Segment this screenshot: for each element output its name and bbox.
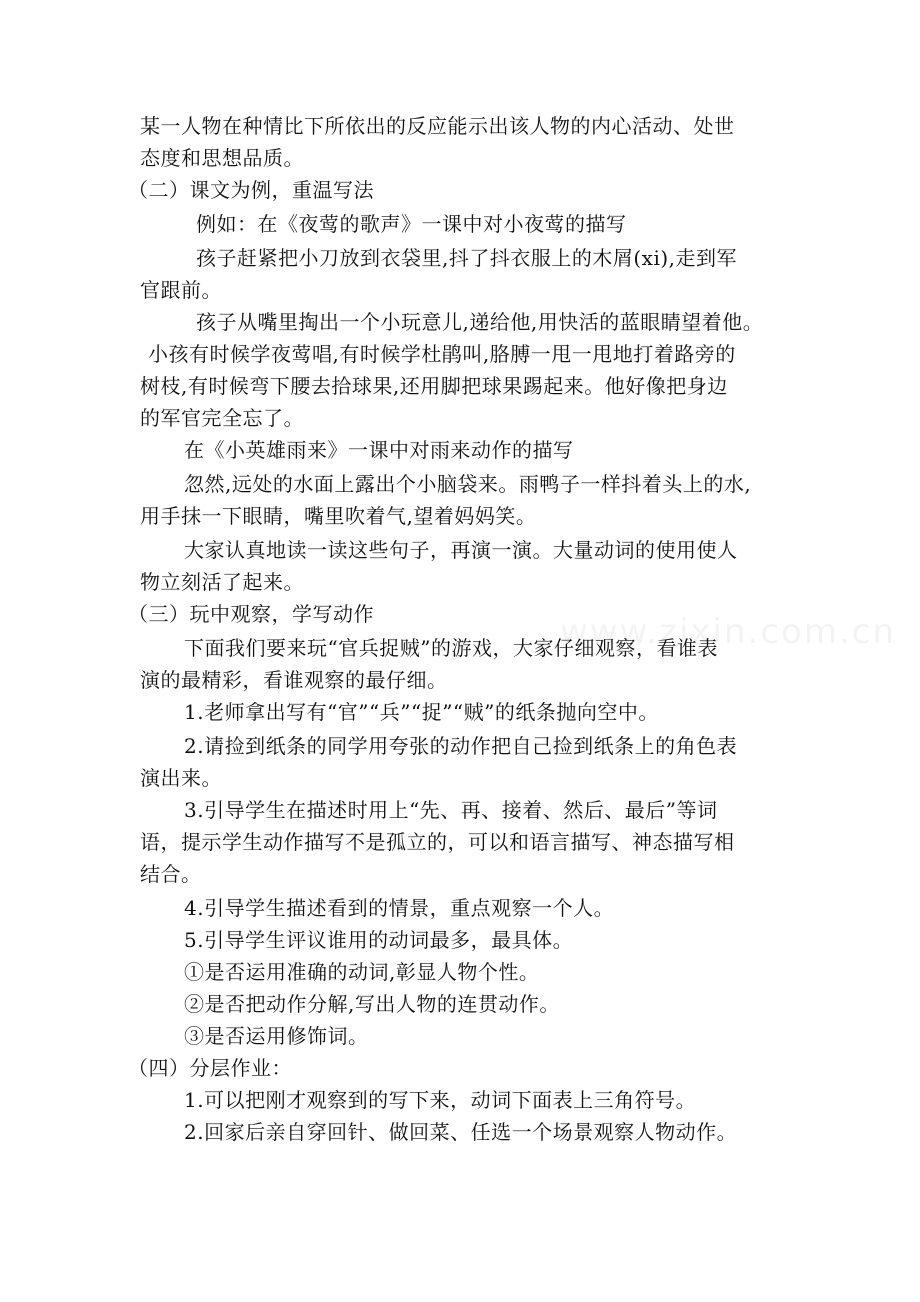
- text-line: 态度和思想品质。: [140, 146, 304, 170]
- list-item: ①是否运用准确的动词,彰显人物个性。: [184, 960, 540, 984]
- text-line: 用手抹一下眼睛，嘴里吹着气,望着妈妈笑。: [140, 504, 537, 528]
- text-line: 的军官完全忘了。: [140, 406, 304, 430]
- text-line: 大家认真地读一读这些句子，再演一演。大量动词的使用使人: [184, 538, 738, 562]
- text-line: 演出来。: [140, 766, 222, 790]
- text-line: 物立刻活了起来。: [140, 570, 304, 594]
- text-line: 孩子从嘴里掏出一个小玩意儿,递给他,用快活的蓝眼睛望着他。: [196, 310, 764, 334]
- section-heading: （二）课文为例，重温写法: [128, 178, 374, 202]
- list-item: 1.可以把刚才观察到的写下来，动词下面表上三角符号。: [184, 1088, 697, 1112]
- text-line: 演的最精彩，看谁观察的最仔细。: [140, 668, 448, 692]
- text-line: 语，提示学生动作描写不是孤立的，可以和语言描写、神态描写相: [140, 830, 735, 854]
- text-line: 结合。: [140, 862, 202, 886]
- text-line: 某一人物在种情比下所依出的反应能示出该人物的内心活动、处世: [140, 114, 735, 138]
- text-line: 在《小英雄雨来》一课中对雨来动作的描写: [184, 438, 574, 462]
- section-heading: （三）玩中观察，学写动作: [128, 602, 374, 626]
- list-item: 2.回家后亲自穿回针、做回菜、任选一个场景观察人物动作。: [184, 1120, 738, 1144]
- list-item: 5.引导学生评议谁用的动词最多，最具体。: [184, 928, 574, 952]
- text-line: 小孩有时候学夜莺唱,有时候学杜鹃叫,胳膊一甩一甩地打着路旁的: [148, 342, 736, 366]
- list-item: 2.请捡到纸条的同学用夸张的动作把自己捡到纸条上的角色表: [184, 734, 738, 758]
- text-line: 官跟前。: [140, 278, 222, 302]
- list-item: 4.引导学生描述看到的情景，重点观察一个人。: [184, 896, 615, 920]
- text-line: 树枝,有时候弯下腰去拾球果,还用脚把球果踢起来。他好像把身边: [140, 374, 728, 398]
- text-line: 下面我们要来玩“官兵捉贼”的游戏，大家仔细观察，看谁表: [184, 636, 718, 660]
- text-line: 例如：在《夜莺的歌声》一课中对小夜莺的描写: [196, 212, 627, 236]
- text-line: 孩子赶紧把小刀放到衣袋里,抖了抖衣服上的木屑(xi),走到军: [196, 246, 737, 270]
- text-line: 忽然,远处的水面上露出个小脑袋来。雨鸭子一样抖着头上的水,: [184, 472, 752, 496]
- section-heading: （四）分层作业：: [128, 1056, 292, 1080]
- list-item: 1.老师拿出写有“官”“兵”“捉”“贼”的纸条抛向空中。: [184, 700, 659, 724]
- list-item: ③是否运用修饰词。: [184, 1024, 369, 1048]
- list-item: ②是否把动作分解,写出人物的连贯动作。: [184, 992, 560, 1016]
- list-item: 3.引导学生在描述时用上“先、再、接着、然后、最后”等词: [184, 798, 718, 822]
